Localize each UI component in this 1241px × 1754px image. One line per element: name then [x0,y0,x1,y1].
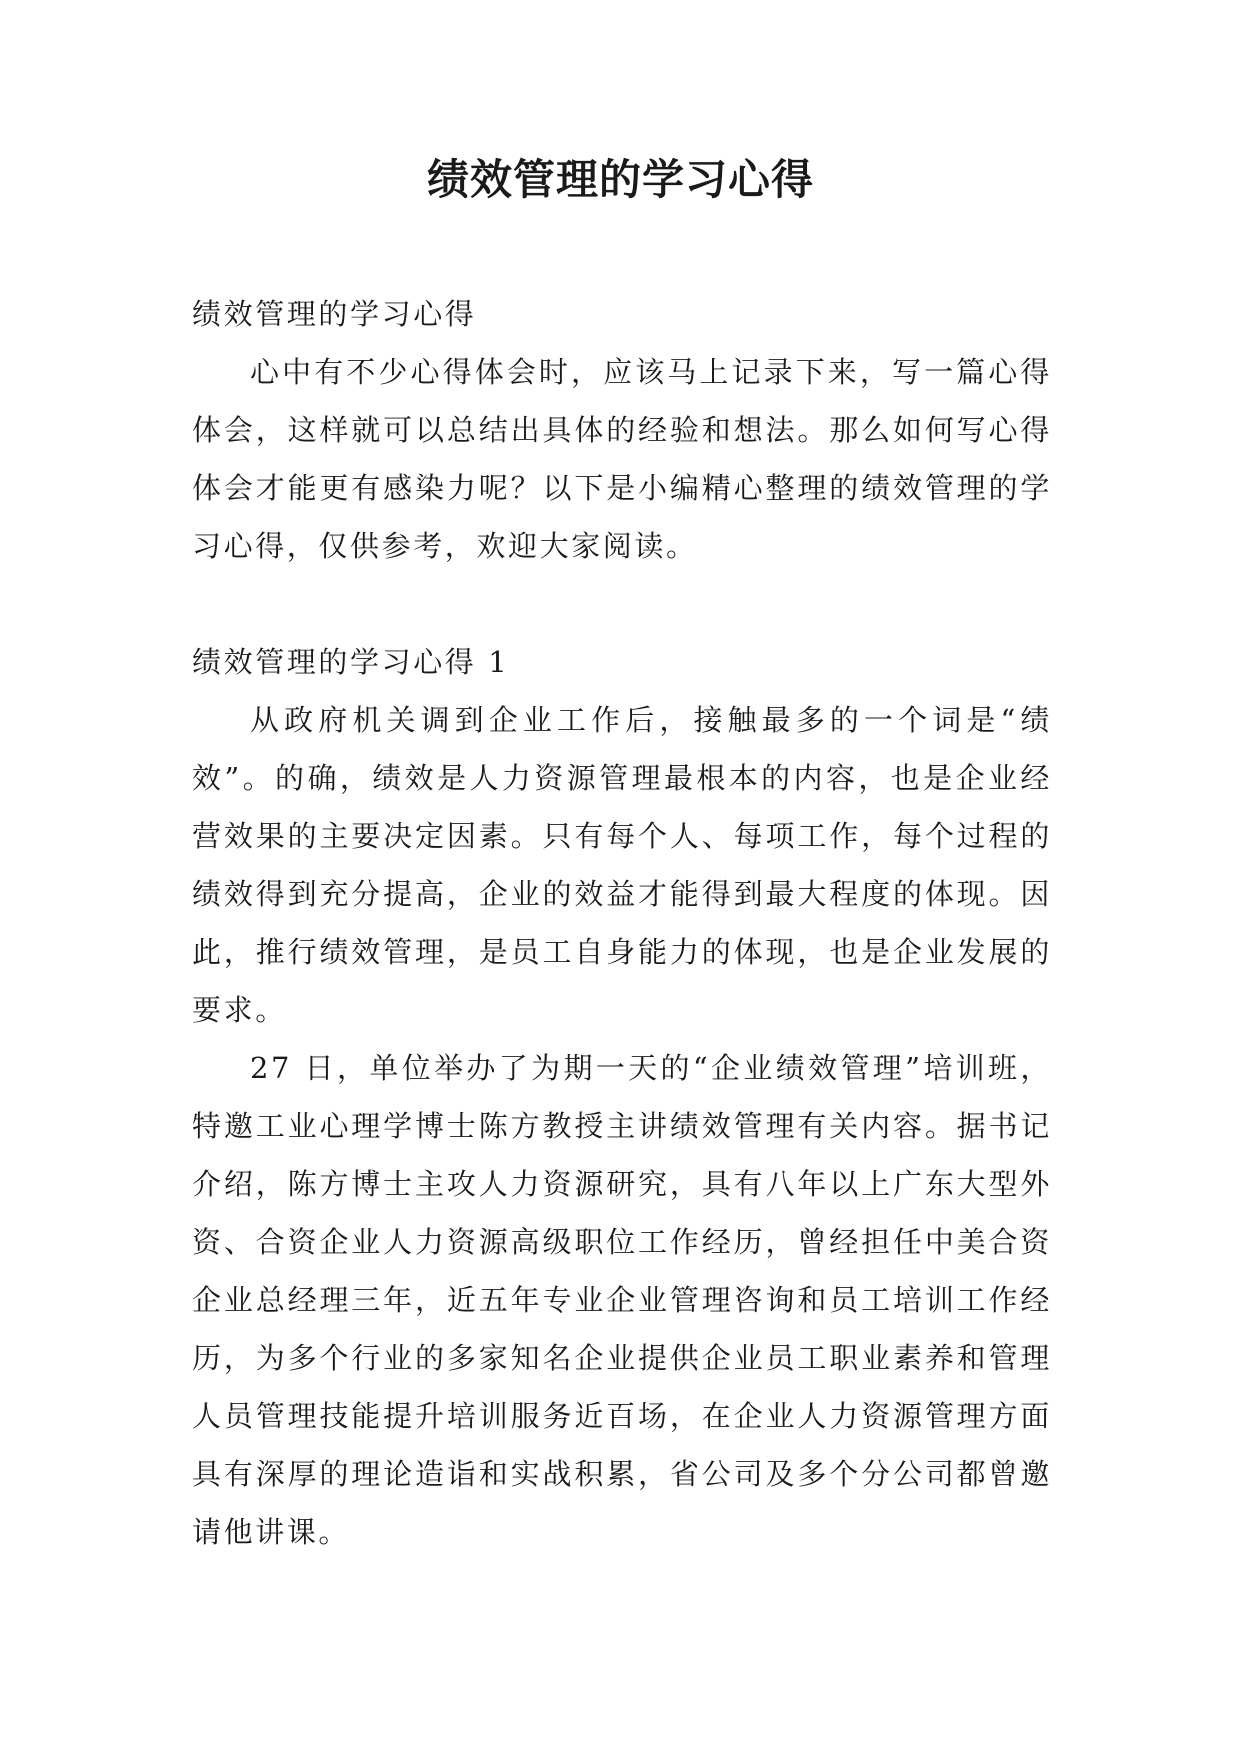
intro-paragraph: 心中有不少心得体会时，应该马上记录下来，写一篇心得体会，这样就可以总结出具体的经验和想法。那么如何写心得体会才能更有感染力呢？以下是小编精心整理的绩效管理的学习心得，仅供参考，欢迎大家阅读。 [192,355,1052,563]
document-body [192,285,1052,1561]
section-paragraph-2: 27 日，单位举办了为期一天的“企业绩效管理”培训班，特邀工业心理学博士陈方教授主讲绩效管理有关内容。据书记介绍，陈方博士主攻人力资源研究，具有八年以上广东大型外资、合资企业人力资源高级职位工作经历，曾经担任中美合资企业总经理三年，近五年专业企业管理咨询和员工培训工作经历，为多个行业的多家知名企业提供企业员工职业素养和管理人员管理技能提升培训服务近百场，在企业人力资源管理方面具有深厚的理论造诣和实战积累，省公司及多个分公司都曾邀请他讲课。 [192,1051,1052,1549]
document-title: 绩效管理的学习心得 [426,155,814,204]
section-paragraph-1: 从政府机关调到企业工作后，接触最多的一个词是“绩效”。的确，绩效是人力资源管理最根本的内容，也是企业经营效果的主要决定因素。只有每个人、每项工作，每个过程的绩效得到充分提高，企业的效益才能得到最大程度的体现。因此，推行绩效管理，是员工自身能力的体现，也是企业发展的要求。 [192,703,1052,1027]
paragraph-spacer [192,575,1052,633]
section-heading: 绩效管理的学习心得 1 [192,645,510,679]
intro-heading: 绩效管理的学习心得 [192,297,477,331]
